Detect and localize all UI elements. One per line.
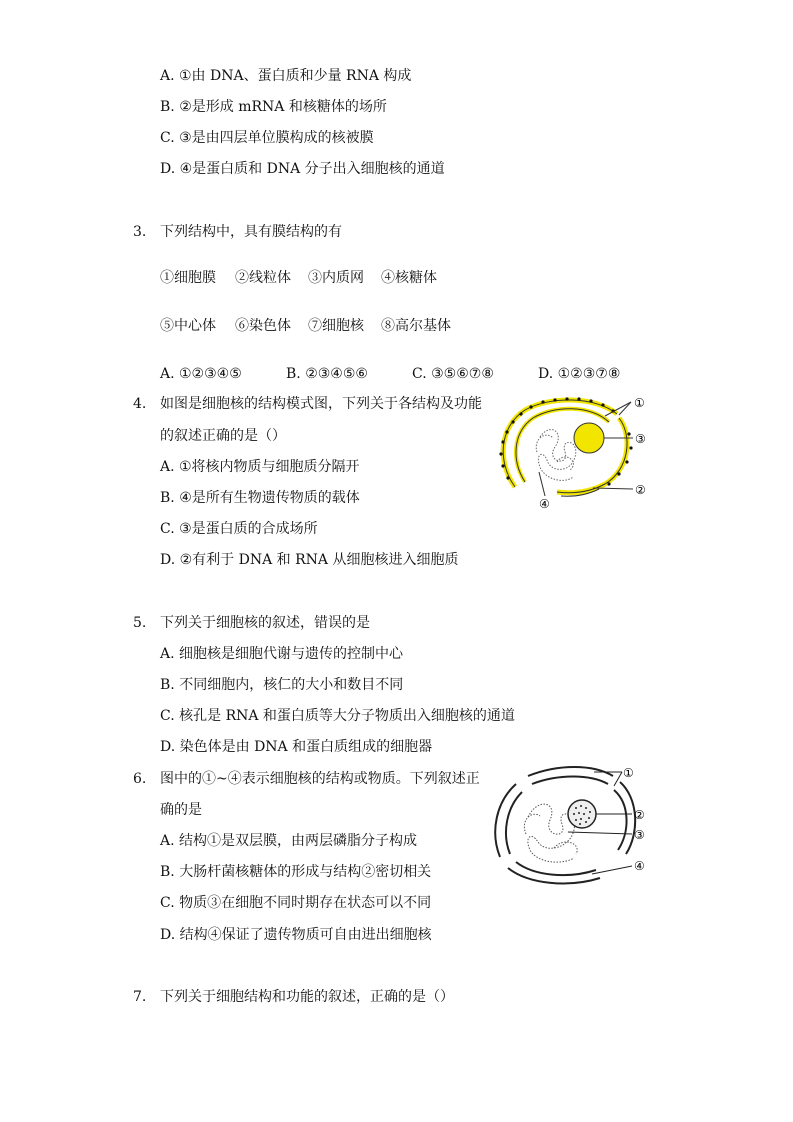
q4-fig-label-3: ③ xyxy=(635,432,646,446)
q6-nucleolus xyxy=(568,800,596,828)
q4-option-b: B. ④是所有生物遗传物质的载体 xyxy=(160,490,360,506)
q6-stem-line2: 确的是 xyxy=(160,802,202,818)
q3-item: ②线粒体 xyxy=(235,270,291,286)
q3-option-d: D. ①②③⑦⑧ xyxy=(538,366,621,382)
q3-item: ④核糖体 xyxy=(381,270,437,286)
q6-fig-label-4: ④ xyxy=(634,859,645,873)
q3-item: ⑥染色体 xyxy=(235,318,291,334)
q4-option-a: A. ①将核内物质与细胞质分隔开 xyxy=(160,459,360,475)
q3-item: ⑧高尔基体 xyxy=(381,318,451,334)
q5-option-a: A. 细胞核是细胞代谢与遗传的控制中心 xyxy=(160,646,404,662)
q5-stem: 下列关于细胞核的叙述，错误的是 xyxy=(160,615,370,631)
q2-option-c: C. ③是由四层单位膜构成的核被膜 xyxy=(160,130,374,146)
q6-stem-line1: 图中的①~④表示细胞核的结构或物质。下列叙述正 xyxy=(160,771,480,787)
q2-option-a: A. ①由 DNA、蛋白质和少量 RNA 构成 xyxy=(160,68,412,84)
q3-option-c: C. ③⑤⑥⑦⑧ xyxy=(412,366,494,382)
q4-number: 4. xyxy=(133,396,147,412)
q7-number: 7. xyxy=(133,989,147,1005)
q7-stem: 下列关于细胞结构和功能的叙述，正确的是（） xyxy=(160,989,454,1005)
q3-number: 3. xyxy=(133,224,147,240)
q6-option-b: B. 大肠杆菌核糖体的形成与结构②密切相关 xyxy=(160,864,432,880)
q3-option-a: A. ①②③④⑤ xyxy=(160,366,242,382)
q5-option-c: C. 核孔是 RNA 和蛋白质等大分子物质出入细胞核的通道 xyxy=(160,708,515,724)
q4-nucleolus xyxy=(574,423,604,453)
q4-fig-label-4: ④ xyxy=(539,497,550,511)
q6-inner-membrane xyxy=(614,790,627,850)
q5-number: 5. xyxy=(133,615,147,631)
q4-chromatin xyxy=(538,430,575,481)
q6-number: 6. xyxy=(133,771,147,787)
q5-option-b: B. 不同细胞内，核仁的大小和数目不同 xyxy=(160,677,404,693)
q6-inner-membrane xyxy=(532,777,608,785)
q3-item: ⑦细胞核 xyxy=(308,318,364,334)
q3-item: ①细胞膜 xyxy=(160,270,216,286)
q3-stem: 下列结构中，具有膜结构的有 xyxy=(160,224,342,240)
q4-fig-label-1: ① xyxy=(634,396,645,410)
q3-option-b: B. ②③④⑤⑥ xyxy=(286,366,368,382)
q6-option-d: D. 结构④保证了遗传物质可自由进出细胞核 xyxy=(160,927,432,943)
q3-item: ③内质网 xyxy=(308,270,364,286)
q6-fig-label-3: ③ xyxy=(634,828,645,842)
q6-inner-membrane xyxy=(516,862,596,875)
q4-stem-line1: 如图是细胞核的结构模式图，下列关于各结构及功能 xyxy=(160,396,482,412)
q6-fig-label-1: ① xyxy=(623,766,634,780)
q3-item: ⑤中心体 xyxy=(160,318,216,334)
q4-option-c: C. ③是蛋白质的合成场所 xyxy=(160,521,318,537)
q4-option-d: D. ②有利于 DNA 和 RNA 从细胞核进入细胞质 xyxy=(160,552,459,568)
q6-option-a: A. 结构①是双层膜，由两层磷脂分子构成 xyxy=(160,833,418,849)
q6-option-c: C. 物质③在细胞不同时期存在状态可以不同 xyxy=(160,895,432,911)
q4-stem-line2: 的叙述正确的是（） xyxy=(160,428,286,444)
q6-outer-membrane xyxy=(495,784,516,857)
q4-nucleus-diagram xyxy=(495,392,665,512)
q6-nucleus-diagram xyxy=(488,762,668,892)
q5-option-d: D. 染色体是由 DNA 和蛋白质组成的细胞器 xyxy=(160,739,433,755)
q6-fig-label-2: ② xyxy=(634,808,645,822)
q2-option-d: D. ④是蛋白质和 DNA 分子出入细胞核的通道 xyxy=(160,161,445,177)
q6-inner-membrane xyxy=(506,792,522,854)
q2-option-b: B. ②是形成 mRNA 和核糖体的场所 xyxy=(160,99,387,115)
q4-fig-label-2: ② xyxy=(635,483,646,497)
